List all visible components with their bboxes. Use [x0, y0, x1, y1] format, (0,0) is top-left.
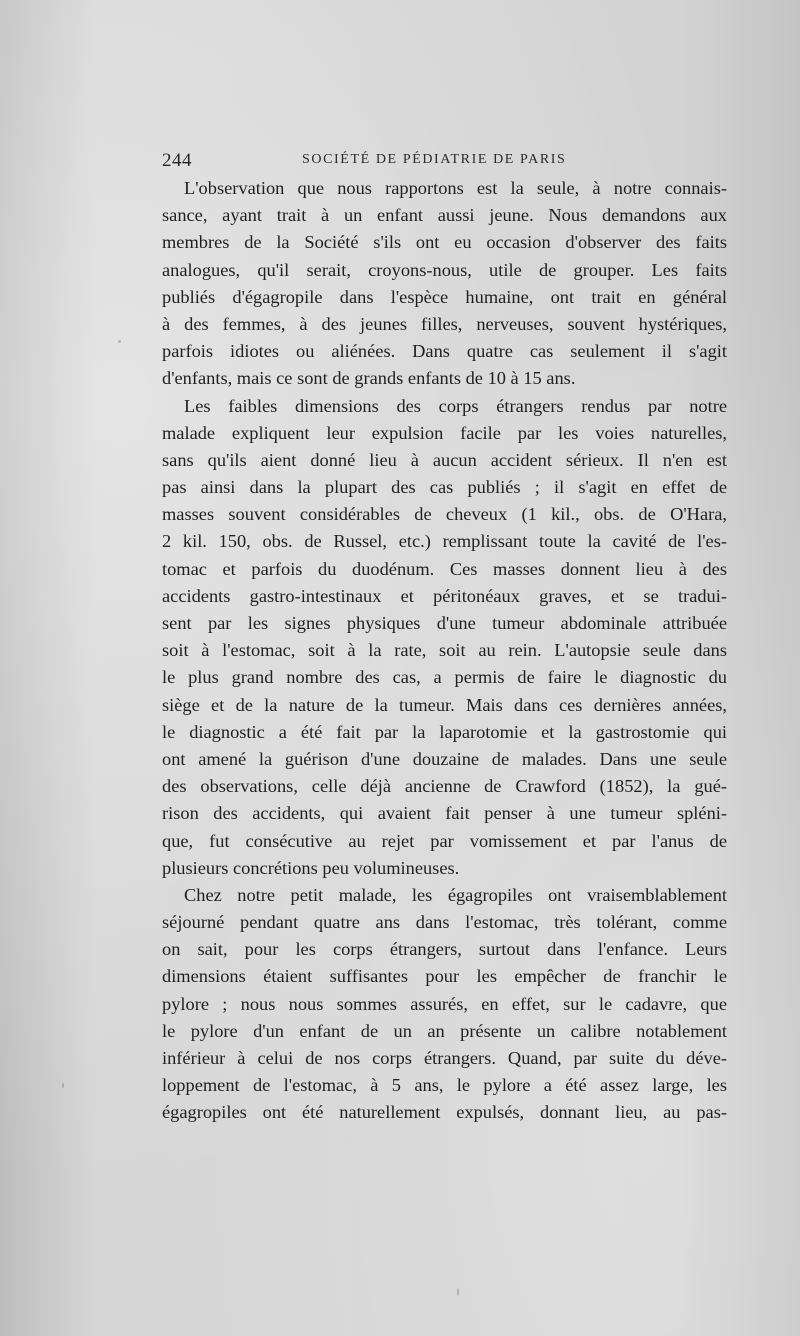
running-head: [162, 150, 727, 174]
text-line: le pylore d'un enfant de un an présente un calibre notablement: [162, 1020, 727, 1041]
text-line: on sait, pour les corps étrangers, surtout dans l'enfance. Leurs: [162, 939, 727, 960]
text-line: égagropiles ont été naturellement expulsés, donnant lieu, au pas-: [162, 1102, 727, 1123]
page-number: 244: [162, 150, 192, 171]
text-line: loppement de l'estomac, à 5 ans, le pylore a été assez large, les: [162, 1075, 727, 1096]
text-line: inférieur à celui de nos corps étrangers. Quand, par suite du déve-: [162, 1048, 727, 1068]
text-line: d'enfants, mais ce sont de grands enfants de 10 à 15 ans.: [162, 368, 576, 389]
text-line: siège et de la nature de la tumeur. Mais dans ces dernières années,: [162, 694, 727, 715]
paper-speck: [62, 1083, 64, 1088]
paper-speck: [118, 340, 121, 343]
text-line: tomac et parfois du duodénum. Ces masses donnent lieu à des: [162, 558, 727, 579]
text-line: L'observation que nous rapportons est la seule, à notre connais-: [184, 178, 727, 198]
text-line: le diagnostic a été fait par la laparotomie et la gastrostomie qui: [162, 721, 727, 742]
text-line: masses souvent considérables de cheveux (1 kil., obs. de O'Hara,: [162, 504, 727, 525]
journal-title: SOCIÉTÉ DE PÉDIATRIE DE PARIS: [302, 152, 567, 167]
text-line: pas ainsi dans la plupart des cas publiés ; il s'agit en effet de: [162, 477, 727, 498]
text-line: 2 kil. 150, obs. de Russel, etc.) remplissant toute la cavité de l'es-: [162, 531, 727, 552]
text-line: membres de la Société s'ils ont eu occasion d'observer des faits: [162, 232, 727, 253]
text-line: sent par les signes physiques d'une tumeur abdominale attribuée: [162, 613, 727, 633]
text-line: séjourné pendant quatre ans dans l'estomac, très tolérant, comme: [162, 912, 727, 933]
text-line: parfois idiotes ou aliénées. Dans quatre cas seulement il s'agit: [162, 341, 727, 362]
text-line: dimensions étaient suffisantes pour les empêcher de franchir le: [162, 966, 727, 987]
text-line: publiés d'égagropile dans l'espèce humaine, ont trait en général: [162, 286, 727, 307]
text-line: Chez notre petit malade, les égagropiles ont vraisemblablement: [184, 884, 727, 905]
text-line: soit à l'estomac, soit à la rate, soit au rein. L'autopsie seule dans: [162, 640, 727, 661]
text-line: le plus grand nombre des cas, a permis de faire le diagnostic du: [162, 667, 727, 688]
text-line: plusieurs concrétions peu volumineuses.: [162, 857, 460, 878]
paper-speck: [457, 1288, 459, 1296]
text-line: ont amené la guérison d'une douzaine de malades. Dans une seule: [162, 748, 727, 769]
text-line: analogues, qu'il serait, croyons-nous, utile de grouper. Les faits: [162, 259, 727, 280]
body-text: [162, 175, 727, 1127]
text-line: des observations, celle déjà ancienne de Crawford (1852), la gué-: [162, 776, 727, 797]
text-line: malade expliquent leur expulsion facile par les voies naturelles,: [162, 422, 727, 443]
text-line: Les faibles dimensions des corps étrangers rendus par notre: [184, 395, 727, 416]
text-line: rison des accidents, qui avaient fait penser à une tumeur spléni-: [162, 803, 727, 824]
text-line: sans qu'ils aient donné lieu à aucun accident sérieux. Il n'en est: [162, 449, 727, 470]
text-line: sance, ayant trait à un enfant aussi jeune. Nous demandons aux: [162, 205, 727, 226]
text-line: à des femmes, à des jeunes filles, nerveuses, souvent hystériques,: [162, 313, 727, 334]
text-line: que, fut consécutive au rejet par vomissement et par l'anus de: [162, 830, 727, 851]
text-line: pylore ; nous nous sommes assurés, en effet, sur le cadavre, que: [162, 993, 727, 1014]
text-line: accidents gastro-intestinaux et péritonéaux graves, et se tradui-: [162, 585, 727, 606]
